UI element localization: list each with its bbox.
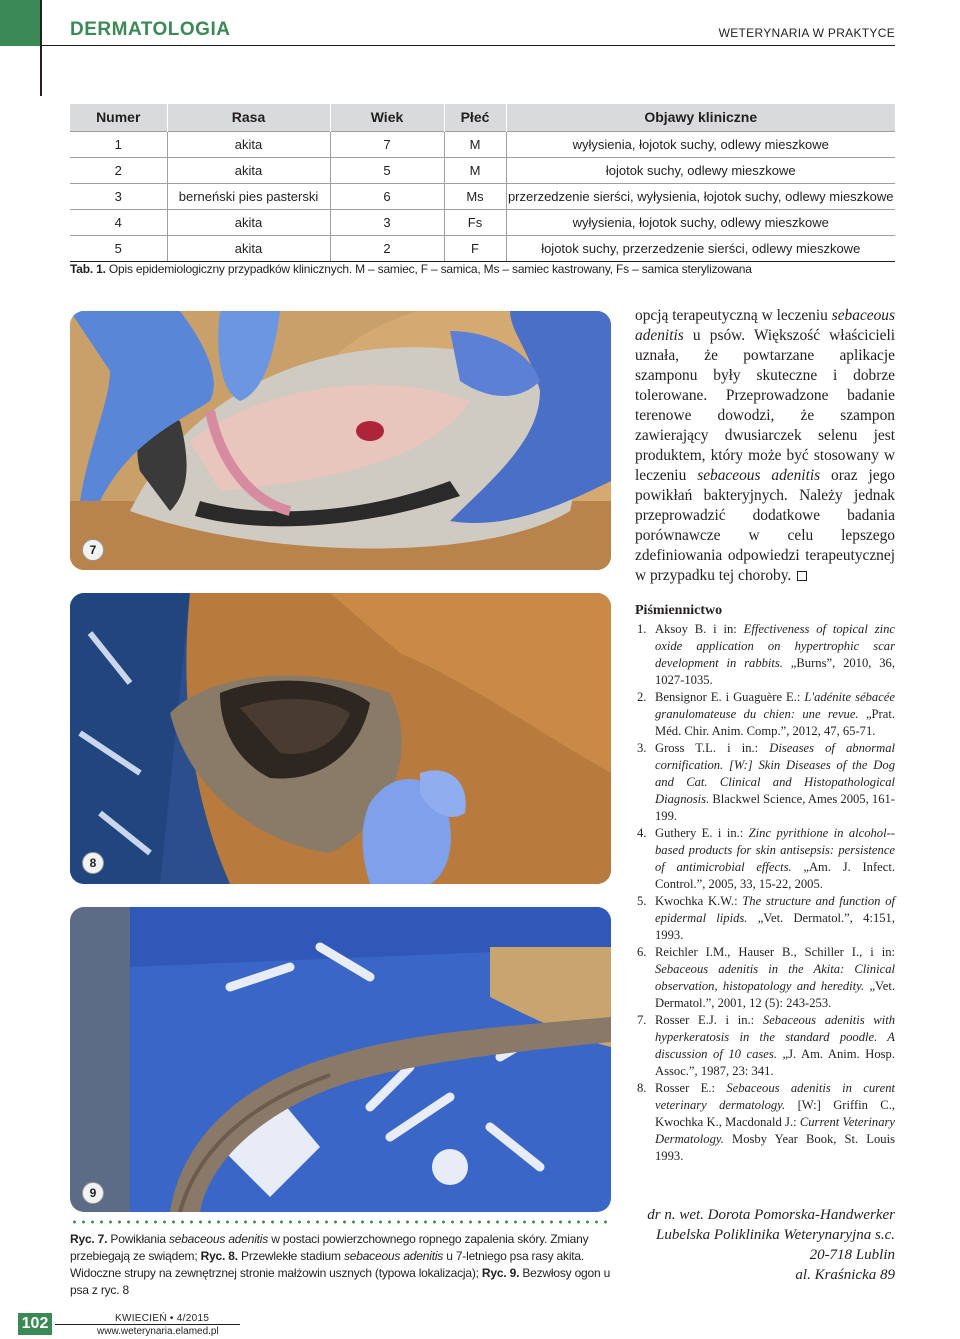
reference-item: 8. Rosser E.: Sebaceous adenitis in curent veterinary dermatology. [W:] Griffin C., Kwochka K., Macdonald J.: Current Veterinary Dermatology. Mosby Year Book, St. Louis 1993. bbox=[637, 1081, 895, 1163]
author-street: al. Kraśnicka 89 bbox=[795, 1267, 895, 1283]
reference-item: 4. Guthery E. i in.: Zinc pyrithione in alcohol--based products for skin antisepsis: persistence of antimicrobial effects. „Am. J. Infect. Control.”, 2005, 33, 15-22, 2005. bbox=[637, 826, 895, 891]
table-cell: 6 bbox=[330, 183, 444, 209]
column-header: Objawy kliniczne bbox=[506, 104, 895, 131]
page-number: 102 bbox=[18, 1313, 52, 1335]
header-divider bbox=[40, 45, 895, 46]
author-block bbox=[647, 1205, 895, 1285]
table-cell: F bbox=[444, 235, 506, 261]
column-header: Wiek bbox=[330, 104, 444, 131]
header-accent-block bbox=[0, 0, 42, 46]
references-title: Piśmiennictwo bbox=[635, 603, 723, 618]
table-cell: 2 bbox=[330, 235, 444, 261]
table-cell: łojotok suchy, przerzedzenie sierści, odlewy mieszkowe bbox=[506, 235, 895, 261]
figure-9-photo bbox=[70, 907, 611, 1212]
table-cell: M bbox=[444, 157, 506, 183]
table-cell: Ms bbox=[444, 183, 506, 209]
body-text-segment: oraz jego powikłań bakteryjnych. Należy jednak przeprowadzić dodatkowe badania porównawcze w celu lepszego zdefiniowania odpowiedzi terapeutycznej w przypadku tej choroby. bbox=[635, 467, 895, 584]
body-text-segment: opcją terapeutyczną w leczeniu bbox=[635, 307, 832, 324]
caption-dotted-divider bbox=[70, 1220, 611, 1224]
reference-item: 2. Bensignor E. i Guaguère E.: L'adénite sébacée granulomateuse du chien: une revue. „Prat. Méd. Chir. Anim. Comp.”, 2012, 47, 65-71. bbox=[637, 690, 895, 738]
table-cell: 5 bbox=[330, 157, 444, 183]
author-clinic: Lubelska Poliklinika Weterynaryjna s.c. bbox=[656, 1227, 895, 1243]
references-list bbox=[637, 621, 895, 1165]
reference-item: 5. Kwochka K.W.: The structure and function of epidermal lipids. „Vet. Dermatol.”, 4:151, 1993. bbox=[637, 894, 895, 942]
figure-7-number: 7 bbox=[82, 539, 104, 561]
body-text-italic: sebaceous adenitis bbox=[635, 307, 895, 344]
article-body-text bbox=[635, 306, 895, 586]
author-name: dr n. wet. Dorota Pomorska-Handwerker bbox=[647, 1207, 895, 1223]
table-cell: akita bbox=[167, 235, 330, 261]
figure-8-photo bbox=[70, 593, 611, 884]
column-header: Rasa bbox=[167, 104, 330, 131]
table-cell: M bbox=[444, 131, 506, 157]
table-cell: 1 bbox=[70, 131, 167, 157]
reference-item: 6. Reichler I.M., Hauser B., Schiller I., i in: Sebaceous adenitis in the Akita: Clinical observation, histopatology and heredity. „Vet. Dermatol.”, 2001, 12 (5): 243-253. bbox=[637, 945, 895, 1010]
table-cell: przerzedzenie sierści, wyłysienia, łojotok suchy, odlewy mieszkowe bbox=[506, 183, 895, 209]
table-cell: akita bbox=[167, 131, 330, 157]
table-header-row bbox=[70, 104, 895, 131]
table-cell: 5 bbox=[70, 235, 167, 261]
body-text-segment: u psów. Większość właścicieli uznała, że powtarzane aplikacje szamponu były skuteczne i dobrze tolerowane. Przeprowadzone badanie terenowe dowodzi, że szampon zawierający dwusiarczek selenu jest produktem, który może być stosowany w leczeniu bbox=[635, 327, 895, 484]
section-title: DERMATOLOGIA bbox=[70, 19, 231, 40]
column-header: Płeć bbox=[444, 104, 506, 131]
issue-label: KWIECIEŃ • 4/2015 bbox=[115, 1313, 210, 1324]
table-cell: 2 bbox=[70, 157, 167, 183]
reference-item: 1. Aksoy B. i in: Effectiveness of topical zinc oxide application on hypertrophic scar development in rabbits. „Burns”, 2010, 36, 1027-1035. bbox=[637, 622, 895, 687]
table-row bbox=[70, 131, 895, 157]
footer-divider bbox=[55, 1324, 240, 1325]
figure-7-photo bbox=[70, 311, 611, 570]
table-row bbox=[70, 157, 895, 183]
table-cell: Fs bbox=[444, 209, 506, 235]
reference-item: 3. Gross T.L. i in.: Diseases of abnormal cornification. [W:] Skin Diseases of the Dog and Cat. Clinical and Histopathological Diagnosis. Blackwel Science, Ames 2005, 161-199. bbox=[637, 741, 895, 823]
author-city: 20-718 Lublin bbox=[809, 1247, 895, 1263]
table-cell: akita bbox=[167, 209, 330, 235]
table-cell: łojotok suchy, odlewy mieszkowe bbox=[506, 157, 895, 183]
table-row bbox=[70, 235, 895, 261]
table-cell: berneński pies pasterski bbox=[167, 183, 330, 209]
header-divider-vertical bbox=[40, 0, 42, 96]
table-cell: akita bbox=[167, 157, 330, 183]
table-caption bbox=[70, 262, 752, 276]
journal-title: WETERYNARIA W PRAKTYCE bbox=[718, 26, 895, 40]
table-cell: 7 bbox=[330, 131, 444, 157]
table-cell: 4 bbox=[70, 209, 167, 235]
figure-9-number: 9 bbox=[82, 1182, 104, 1204]
table-row bbox=[70, 209, 895, 235]
table-caption-text: Opis epidemiologiczny przypadków klinicznych. M – samiec, F – samica, Ms – samiec kastrowany, Fs – samica sterylizowana bbox=[105, 262, 752, 276]
table-row bbox=[70, 183, 895, 209]
body-text-italic: sebaceous adenitis bbox=[697, 467, 821, 484]
table-cell: 3 bbox=[70, 183, 167, 209]
column-header: Numer bbox=[70, 104, 167, 131]
figure-caption: Ryc. 7. Powikłania sebaceous adenitis w postaci powierzchownego ropnego zapalenia skóry. Zmiany przebiegają ze swiądem; Ryc. 8. Przewlekłe stadium sebaceous adenitis u 7-letniego psa rasy akita. Widoczne strupy na zewnętrznej stronie małżowin usznych (typowa lokalizacja); Ryc. 9. Bezwłosy ogon u psa z ryc. 8 bbox=[70, 1232, 611, 1297]
reference-item: 7. Rosser E.J. i in.: Sebaceous adenitis with hyperkeratosis in the standard poodle. A discussion of 10 cases. „J. Am. Anim. Hosp. Assoc.”, 1987, 23: 341. bbox=[637, 1013, 895, 1078]
figure-8-number: 8 bbox=[82, 852, 104, 874]
journal-url: www.weterynaria.elamed.pl bbox=[97, 1326, 219, 1337]
table-caption-label: Tab. 1. bbox=[70, 262, 106, 276]
article-end-icon bbox=[797, 571, 807, 581]
table-cell: wyłysienia, łojotok suchy, odlewy mieszkowe bbox=[506, 209, 895, 235]
table-cell: 3 bbox=[330, 209, 444, 235]
table-cell: wyłysienia, łojotok suchy, odlewy mieszkowe bbox=[506, 131, 895, 157]
clinical-cases-table bbox=[70, 104, 895, 262]
